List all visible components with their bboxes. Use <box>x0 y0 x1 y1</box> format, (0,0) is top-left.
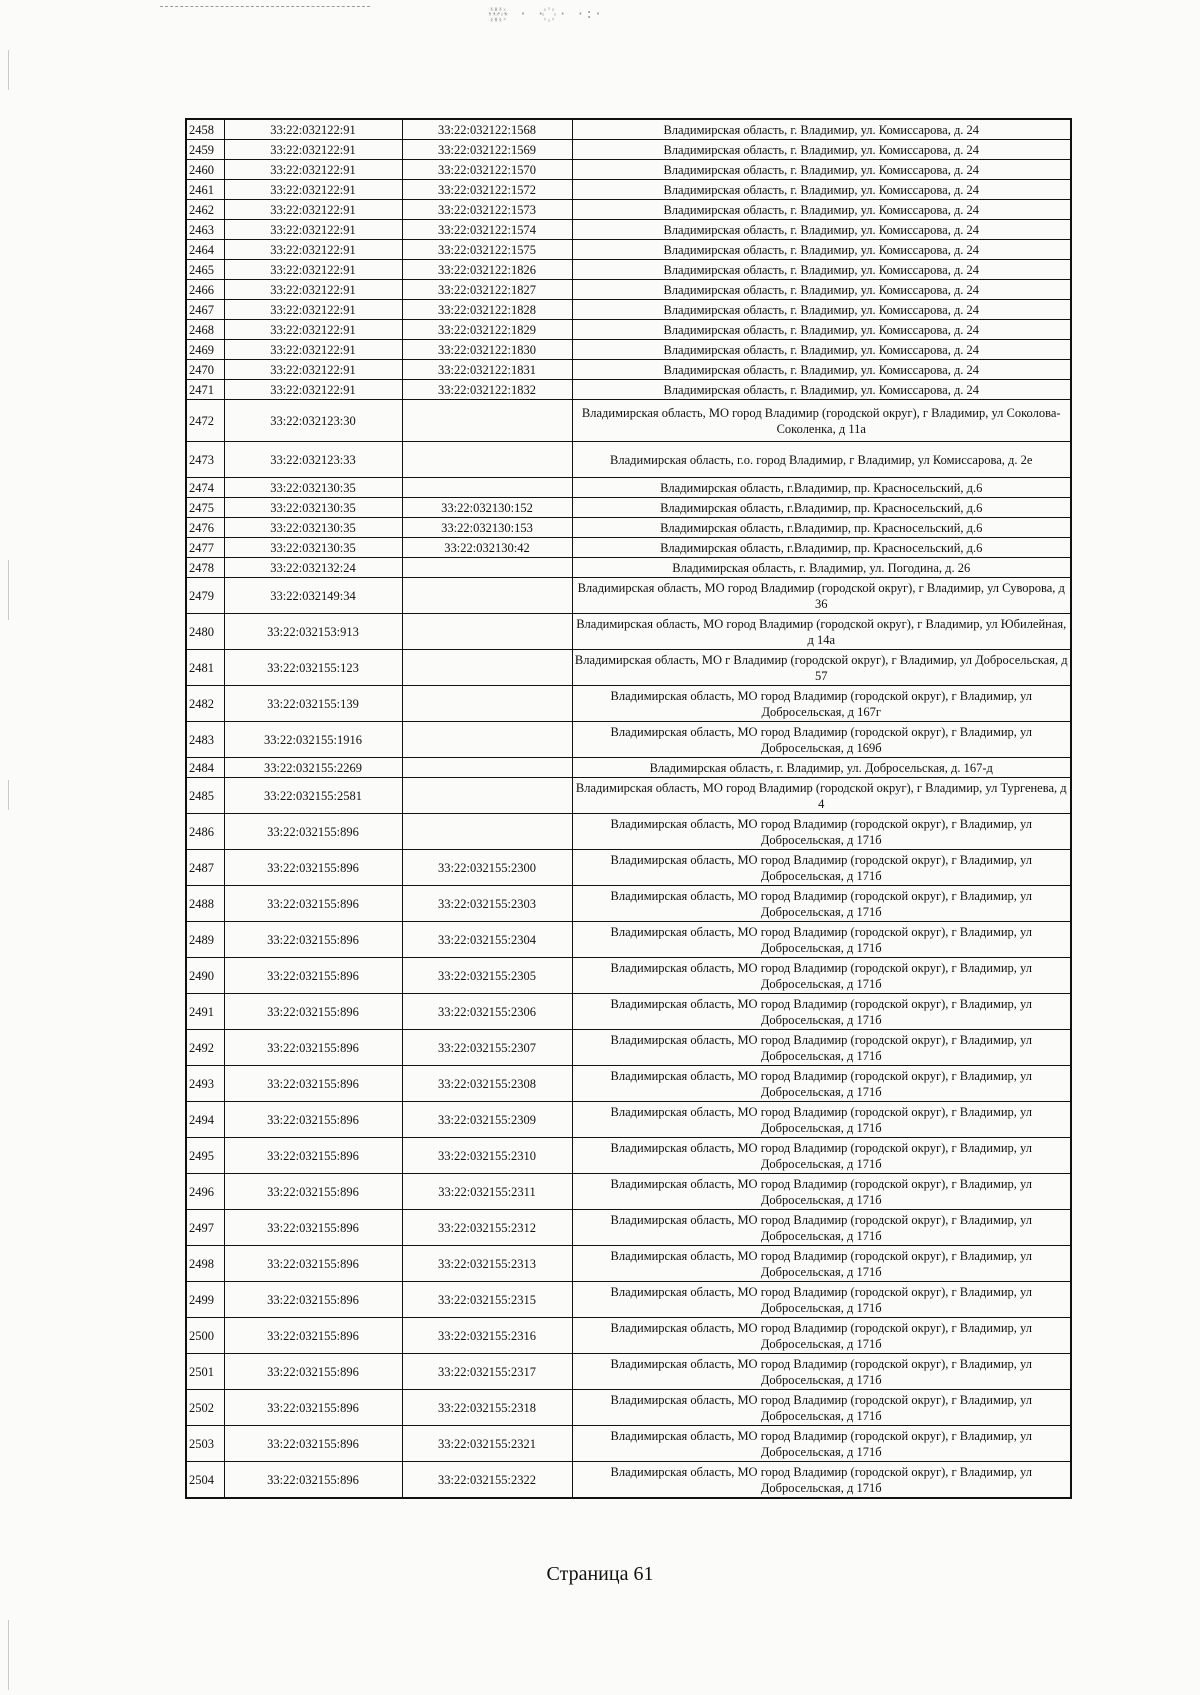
address-cell: Владимирская область, г.Владимир, пр. Красносельский, д.6 <box>572 538 1071 558</box>
cadastral-block-cell: 33:22:032130:35 <box>224 518 402 538</box>
cadastral-number-cell: 33:22:032122:1829 <box>402 320 572 340</box>
address-cell: Владимирская область, МО город Владимир (городской округ), г Владимир, ул Тургенева, д 4 <box>572 778 1071 814</box>
row-number-cell: 2485 <box>186 778 224 814</box>
cadastral-block-cell: 33:22:032155:896 <box>224 1030 402 1066</box>
scan-edge-mark <box>8 780 9 810</box>
table-row <box>186 1426 1071 1462</box>
table-row <box>186 320 1071 340</box>
cadastral-block-cell: 33:22:032155:896 <box>224 1210 402 1246</box>
address-cell: Владимирская область, г. Владимир, ул. Комиссарова, д. 24 <box>572 240 1071 260</box>
cadastral-block-cell: 33:22:032132:24 <box>224 558 402 578</box>
row-number-cell: 2504 <box>186 1462 224 1499</box>
cadastral-number-cell: 33:22:032122:1826 <box>402 260 572 280</box>
cadastral-block-cell: 33:22:032123:30 <box>224 400 402 442</box>
row-number-cell: 2469 <box>186 340 224 360</box>
scan-edge-mark <box>8 50 9 90</box>
cadastral-number-cell <box>402 686 572 722</box>
cadastral-block-cell: 33:22:032122:91 <box>224 360 402 380</box>
table-row <box>186 1246 1071 1282</box>
cadastral-number-cell <box>402 578 572 614</box>
address-cell: Владимирская область, г.о. город Владимир, г Владимир, ул Комиссарова, д. 2е <box>572 442 1071 478</box>
row-number-cell: 2461 <box>186 180 224 200</box>
scan-header-text: ·꙰·꙰·꙰· · · ꙰ · ·:· <box>488 7 603 22</box>
address-cell: Владимирская область, МО город Владимир (городской округ), г Владимир, ул Добросельская, д 171б <box>572 814 1071 850</box>
address-cell: Владимирская область, г. Владимир, ул. Комиссарова, д. 24 <box>572 180 1071 200</box>
table-row <box>186 722 1071 758</box>
cadastral-block-cell: 33:22:032155:896 <box>224 1066 402 1102</box>
cadastral-block-cell: 33:22:032155:896 <box>224 850 402 886</box>
row-number-cell: 2479 <box>186 578 224 614</box>
cadastral-number-cell <box>402 400 572 442</box>
table-row <box>186 140 1071 160</box>
registry-table <box>185 118 1072 1499</box>
row-number-cell: 2470 <box>186 360 224 380</box>
cadastral-number-cell: 33:22:032122:1569 <box>402 140 572 160</box>
address-cell: Владимирская область, г. Владимир, ул. Комиссарова, д. 24 <box>572 260 1071 280</box>
row-number-cell: 2499 <box>186 1282 224 1318</box>
table-row <box>186 538 1071 558</box>
table-row <box>186 280 1071 300</box>
cadastral-block-cell: 33:22:032130:35 <box>224 538 402 558</box>
row-number-cell: 2475 <box>186 498 224 518</box>
cadastral-block-cell: 33:22:032122:91 <box>224 320 402 340</box>
row-number-cell: 2478 <box>186 558 224 578</box>
table-row <box>186 1066 1071 1102</box>
cadastral-block-cell: 33:22:032153:913 <box>224 614 402 650</box>
row-number-cell: 2491 <box>186 994 224 1030</box>
table-row <box>186 220 1071 240</box>
address-cell: Владимирская область, МО город Владимир (городской округ), г Владимир, ул Добросельская, д 171б <box>572 1210 1071 1246</box>
scan-edge-mark <box>8 560 9 620</box>
row-number-cell: 2463 <box>186 220 224 240</box>
address-cell: Владимирская область, г. Владимир, ул. Комиссарова, д. 24 <box>572 160 1071 180</box>
row-number-cell: 2490 <box>186 958 224 994</box>
table-row <box>186 360 1071 380</box>
cadastral-block-cell: 33:22:032155:896 <box>224 1282 402 1318</box>
address-cell: Владимирская область, МО город Владимир (городской округ), г Владимир, ул Суворова, д 36 <box>572 578 1071 614</box>
address-cell: Владимирская область, г.Владимир, пр. Красносельский, д.6 <box>572 498 1071 518</box>
table-row <box>186 1354 1071 1390</box>
table-row <box>186 340 1071 360</box>
address-cell: Владимирская область, МО город Владимир (городской округ), г Владимир, ул Добросельская, д 171б <box>572 1354 1071 1390</box>
row-number-cell: 2472 <box>186 400 224 442</box>
row-number-cell: 2496 <box>186 1174 224 1210</box>
row-number-cell: 2492 <box>186 1030 224 1066</box>
address-cell: Владимирская область, МО город Владимир (городской округ), г Владимир, ул Добросельская, д 171б <box>572 1138 1071 1174</box>
table-row <box>186 686 1071 722</box>
row-number-cell: 2503 <box>186 1426 224 1462</box>
table-row <box>186 994 1071 1030</box>
row-number-cell: 2468 <box>186 320 224 340</box>
table-row <box>186 814 1071 850</box>
address-cell: Владимирская область, МО город Владимир (городской округ), г Владимир, ул Добросельская, д 171б <box>572 1102 1071 1138</box>
table-row <box>186 578 1071 614</box>
address-cell: Владимирская область, МО город Владимир (городской округ), г Владимир, ул Добросельская, д 167г <box>572 686 1071 722</box>
row-number-cell: 2486 <box>186 814 224 850</box>
row-number-cell: 2471 <box>186 380 224 400</box>
cadastral-block-cell: 33:22:032122:91 <box>224 180 402 200</box>
table-row <box>186 850 1071 886</box>
cadastral-block-cell: 33:22:032155:2581 <box>224 778 402 814</box>
cadastral-number-cell: 33:22:032155:2322 <box>402 1462 572 1499</box>
row-number-cell: 2467 <box>186 300 224 320</box>
cadastral-number-cell: 33:22:032122:1575 <box>402 240 572 260</box>
cadastral-block-cell: 33:22:032130:35 <box>224 498 402 518</box>
row-number-cell: 2466 <box>186 280 224 300</box>
cadastral-number-cell: 33:22:032122:1570 <box>402 160 572 180</box>
cadastral-block-cell: 33:22:032155:896 <box>224 994 402 1030</box>
row-number-cell: 2460 <box>186 160 224 180</box>
address-cell: Владимирская область, МО город Владимир (городской округ), г Владимир, ул Добросельская, д 171б <box>572 1246 1071 1282</box>
row-number-cell: 2500 <box>186 1318 224 1354</box>
cadastral-number-cell: 33:22:032155:2315 <box>402 1282 572 1318</box>
cadastral-number-cell: 33:22:032122:1831 <box>402 360 572 380</box>
row-number-cell: 2483 <box>186 722 224 758</box>
table-row <box>186 1282 1071 1318</box>
cadastral-block-cell: 33:22:032155:2269 <box>224 758 402 778</box>
cadastral-block-cell: 33:22:032122:91 <box>224 200 402 220</box>
cadastral-number-cell: 33:22:032155:2316 <box>402 1318 572 1354</box>
cadastral-block-cell: 33:22:032122:91 <box>224 340 402 360</box>
address-cell: Владимирская область, г. Владимир, ул. Комиссарова, д. 24 <box>572 320 1071 340</box>
row-number-cell: 2458 <box>186 119 224 140</box>
address-cell: Владимирская область, МО город Владимир (городской округ), г Владимир, ул Добросельская, д 171б <box>572 1426 1071 1462</box>
address-cell: Владимирская область, МО город Владимир (городской округ), г Владимир, ул Добросельская, д 171б <box>572 958 1071 994</box>
address-cell: Владимирская область, МО город Владимир (городской округ), г Владимир, ул Добросельская, д 171б <box>572 886 1071 922</box>
cadastral-number-cell: 33:22:032155:2308 <box>402 1066 572 1102</box>
registry-table-body <box>186 119 1071 1498</box>
cadastral-number-cell: 33:22:032130:152 <box>402 498 572 518</box>
address-cell: Владимирская область, г. Владимир, ул. Погодина, д. 26 <box>572 558 1071 578</box>
address-cell: Владимирская область, МО город Владимир (городской округ), г Владимир, ул Добросельская, д 171б <box>572 1066 1071 1102</box>
cadastral-number-cell: 33:22:032155:2311 <box>402 1174 572 1210</box>
cadastral-number-cell <box>402 442 572 478</box>
row-number-cell: 2497 <box>186 1210 224 1246</box>
cadastral-block-cell: 33:22:032122:91 <box>224 119 402 140</box>
cadastral-block-cell: 33:22:032155:139 <box>224 686 402 722</box>
cadastral-number-cell: 33:22:032155:2303 <box>402 886 572 922</box>
address-cell: Владимирская область, МО город Владимир (городской округ), г Владимир, ул Соколова-Соколенка, д 11а <box>572 400 1071 442</box>
scan-artifact-top-left <box>160 6 370 9</box>
address-cell: Владимирская область, г. Владимир, ул. Комиссарова, д. 24 <box>572 380 1071 400</box>
cadastral-number-cell: 33:22:032122:1568 <box>402 119 572 140</box>
cadastral-number-cell: 33:22:032155:2309 <box>402 1102 572 1138</box>
cadastral-block-cell: 33:22:032155:896 <box>224 1426 402 1462</box>
cadastral-block-cell: 33:22:032122:91 <box>224 300 402 320</box>
row-number-cell: 2473 <box>186 442 224 478</box>
row-number-cell: 2487 <box>186 850 224 886</box>
page-number: Страница 61 <box>546 1563 654 1585</box>
row-number-cell: 2493 <box>186 1066 224 1102</box>
row-number-cell: 2477 <box>186 538 224 558</box>
document-sheet <box>185 118 1070 1499</box>
cadastral-number-cell: 33:22:032122:1830 <box>402 340 572 360</box>
address-cell: Владимирская область, г. Владимир, ул. Комиссарова, д. 24 <box>572 220 1071 240</box>
row-number-cell: 2459 <box>186 140 224 160</box>
table-row <box>186 442 1071 478</box>
address-cell: Владимирская область, г.Владимир, пр. Красносельский, д.6 <box>572 518 1071 538</box>
cadastral-number-cell <box>402 778 572 814</box>
address-cell: Владимирская область, г. Владимир, ул. Комиссарова, д. 24 <box>572 360 1071 380</box>
row-number-cell: 2489 <box>186 922 224 958</box>
cadastral-number-cell <box>402 478 572 498</box>
cadastral-block-cell: 33:22:032122:91 <box>224 380 402 400</box>
table-row <box>186 180 1071 200</box>
table-row <box>186 1138 1071 1174</box>
address-cell: Владимирская область, МО город Владимир (городской округ), г Владимир, ул Юбилейная, д 14а <box>572 614 1071 650</box>
cadastral-number-cell: 33:22:032122:1827 <box>402 280 572 300</box>
table-row <box>186 240 1071 260</box>
address-cell: Владимирская область, г. Владимир, ул. Комиссарова, д. 24 <box>572 200 1071 220</box>
row-number-cell: 2494 <box>186 1102 224 1138</box>
address-cell: Владимирская область, МО город Владимир (городской округ), г Владимир, ул Добросельская, д 171б <box>572 994 1071 1030</box>
cadastral-block-cell: 33:22:032122:91 <box>224 240 402 260</box>
address-cell: Владимирская область, МО город Владимир (городской округ), г Владимир, ул Добросельская, д 171б <box>572 1390 1071 1426</box>
table-row <box>186 160 1071 180</box>
cadastral-number-cell: 33:22:032122:1572 <box>402 180 572 200</box>
address-cell: Владимирская область, МО город Владимир (городской округ), г Владимир, ул Добросельская, д 169б <box>572 722 1071 758</box>
cadastral-number-cell: 33:22:032130:153 <box>402 518 572 538</box>
cadastral-block-cell: 33:22:032155:896 <box>224 958 402 994</box>
cadastral-block-cell: 33:22:032155:896 <box>224 886 402 922</box>
address-cell: Владимирская область, г. Владимир, ул. Комиссарова, д. 24 <box>572 119 1071 140</box>
cadastral-block-cell: 33:22:032155:896 <box>224 1174 402 1210</box>
cadastral-block-cell: 33:22:032155:1916 <box>224 722 402 758</box>
table-row <box>186 498 1071 518</box>
table-row <box>186 200 1071 220</box>
cadastral-number-cell: 33:22:032122:1832 <box>402 380 572 400</box>
cadastral-block-cell: 33:22:032155:896 <box>224 1318 402 1354</box>
scan-edge-mark <box>8 1620 9 1690</box>
table-row <box>186 922 1071 958</box>
cadastral-number-cell: 33:22:032122:1828 <box>402 300 572 320</box>
row-number-cell: 2476 <box>186 518 224 538</box>
table-row <box>186 1174 1071 1210</box>
cadastral-block-cell: 33:22:032122:91 <box>224 140 402 160</box>
cadastral-number-cell: 33:22:032122:1574 <box>402 220 572 240</box>
cadastral-number-cell <box>402 758 572 778</box>
row-number-cell: 2481 <box>186 650 224 686</box>
address-cell: Владимирская область, МО город Владимир (городской округ), г Владимир, ул Добросельская, д 171б <box>572 922 1071 958</box>
address-cell: Владимирская область, МО г Владимир (городской округ), г Владимир, ул Добросельская, д 57 <box>572 650 1071 686</box>
cadastral-number-cell: 33:22:032155:2312 <box>402 1210 572 1246</box>
table-row <box>186 1210 1071 1246</box>
table-row <box>186 1318 1071 1354</box>
table-row <box>186 1390 1071 1426</box>
table-row <box>186 650 1071 686</box>
cadastral-number-cell: 33:22:032155:2310 <box>402 1138 572 1174</box>
row-number-cell: 2464 <box>186 240 224 260</box>
table-row <box>186 958 1071 994</box>
cadastral-number-cell: 33:22:032155:2306 <box>402 994 572 1030</box>
address-cell: Владимирская область, г. Владимир, ул. Добросельская, д. 167-д <box>572 758 1071 778</box>
cadastral-number-cell: 33:22:032155:2313 <box>402 1246 572 1282</box>
address-cell: Владимирская область, г. Владимир, ул. Комиссарова, д. 24 <box>572 140 1071 160</box>
address-cell: Владимирская область, г. Владимир, ул. Комиссарова, д. 24 <box>572 340 1071 360</box>
cadastral-number-cell <box>402 814 572 850</box>
row-number-cell: 2482 <box>186 686 224 722</box>
table-row <box>186 614 1071 650</box>
table-row <box>186 518 1071 538</box>
table-row <box>186 1030 1071 1066</box>
cadastral-block-cell: 33:22:032155:896 <box>224 814 402 850</box>
table-row <box>186 886 1071 922</box>
row-number-cell: 2502 <box>186 1390 224 1426</box>
cadastral-block-cell: 33:22:032155:896 <box>224 1102 402 1138</box>
address-cell: Владимирская область, МО город Владимир (городской округ), г Владимир, ул Добросельская, д 171б <box>572 850 1071 886</box>
row-number-cell: 2465 <box>186 260 224 280</box>
table-row <box>186 1462 1071 1499</box>
cadastral-block-cell: 33:22:032123:33 <box>224 442 402 478</box>
row-number-cell: 2498 <box>186 1246 224 1282</box>
address-cell: Владимирская область, МО город Владимир (городской округ), г Владимир, ул Добросельская, д 171б <box>572 1318 1071 1354</box>
row-number-cell: 2474 <box>186 478 224 498</box>
table-row <box>186 778 1071 814</box>
cadastral-number-cell: 33:22:032155:2305 <box>402 958 572 994</box>
cadastral-number-cell <box>402 558 572 578</box>
row-number-cell: 2501 <box>186 1354 224 1390</box>
table-row <box>186 300 1071 320</box>
cadastral-number-cell: 33:22:032155:2300 <box>402 850 572 886</box>
cadastral-block-cell: 33:22:032130:35 <box>224 478 402 498</box>
table-row <box>186 1102 1071 1138</box>
address-cell: Владимирская область, г. Владимир, ул. Комиссарова, д. 24 <box>572 300 1071 320</box>
address-cell: Владимирская область, МО город Владимир (городской округ), г Владимир, ул Добросельская, д 171б <box>572 1282 1071 1318</box>
cadastral-block-cell: 33:22:032149:34 <box>224 578 402 614</box>
cadastral-number-cell <box>402 650 572 686</box>
cadastral-number-cell <box>402 722 572 758</box>
address-cell: Владимирская область, МО город Владимир (городской округ), г Владимир, ул Добросельская, д 171б <box>572 1030 1071 1066</box>
table-row <box>186 758 1071 778</box>
address-cell: Владимирская область, г. Владимир, ул. Комиссарова, д. 24 <box>572 280 1071 300</box>
table-row <box>186 380 1071 400</box>
cadastral-number-cell <box>402 614 572 650</box>
cadastral-block-cell: 33:22:032155:896 <box>224 1354 402 1390</box>
cadastral-number-cell: 33:22:032155:2317 <box>402 1354 572 1390</box>
cadastral-block-cell: 33:22:032122:91 <box>224 160 402 180</box>
row-number-cell: 2488 <box>186 886 224 922</box>
cadastral-block-cell: 33:22:032122:91 <box>224 260 402 280</box>
address-cell: Владимирская область, МО город Владимир (городской округ), г Владимир, ул Добросельская, д 171б <box>572 1174 1071 1210</box>
cadastral-block-cell: 33:22:032155:123 <box>224 650 402 686</box>
address-cell: Владимирская область, г.Владимир, пр. Красносельский, д.6 <box>572 478 1071 498</box>
cadastral-block-cell: 33:22:032155:896 <box>224 1462 402 1499</box>
cadastral-block-cell: 33:22:032122:91 <box>224 280 402 300</box>
cadastral-number-cell: 33:22:032155:2307 <box>402 1030 572 1066</box>
cadastral-block-cell: 33:22:032155:896 <box>224 1138 402 1174</box>
cadastral-number-cell: 33:22:032155:2321 <box>402 1426 572 1462</box>
cadastral-number-cell: 33:22:032155:2318 <box>402 1390 572 1426</box>
table-row <box>186 478 1071 498</box>
cadastral-block-cell: 33:22:032155:896 <box>224 1246 402 1282</box>
row-number-cell: 2480 <box>186 614 224 650</box>
cadastral-block-cell: 33:22:032155:896 <box>224 1390 402 1426</box>
cadastral-number-cell: 33:22:032155:2304 <box>402 922 572 958</box>
table-row <box>186 558 1071 578</box>
table-row <box>186 119 1071 140</box>
row-number-cell: 2484 <box>186 758 224 778</box>
table-row <box>186 400 1071 442</box>
address-cell: Владимирская область, МО город Владимир (городской округ), г Владимир, ул Добросельская, д 171б <box>572 1462 1071 1499</box>
row-number-cell: 2462 <box>186 200 224 220</box>
row-number-cell: 2495 <box>186 1138 224 1174</box>
cadastral-number-cell: 33:22:032130:42 <box>402 538 572 558</box>
cadastral-block-cell: 33:22:032122:91 <box>224 220 402 240</box>
table-row <box>186 260 1071 280</box>
cadastral-number-cell: 33:22:032122:1573 <box>402 200 572 220</box>
cadastral-block-cell: 33:22:032155:896 <box>224 922 402 958</box>
